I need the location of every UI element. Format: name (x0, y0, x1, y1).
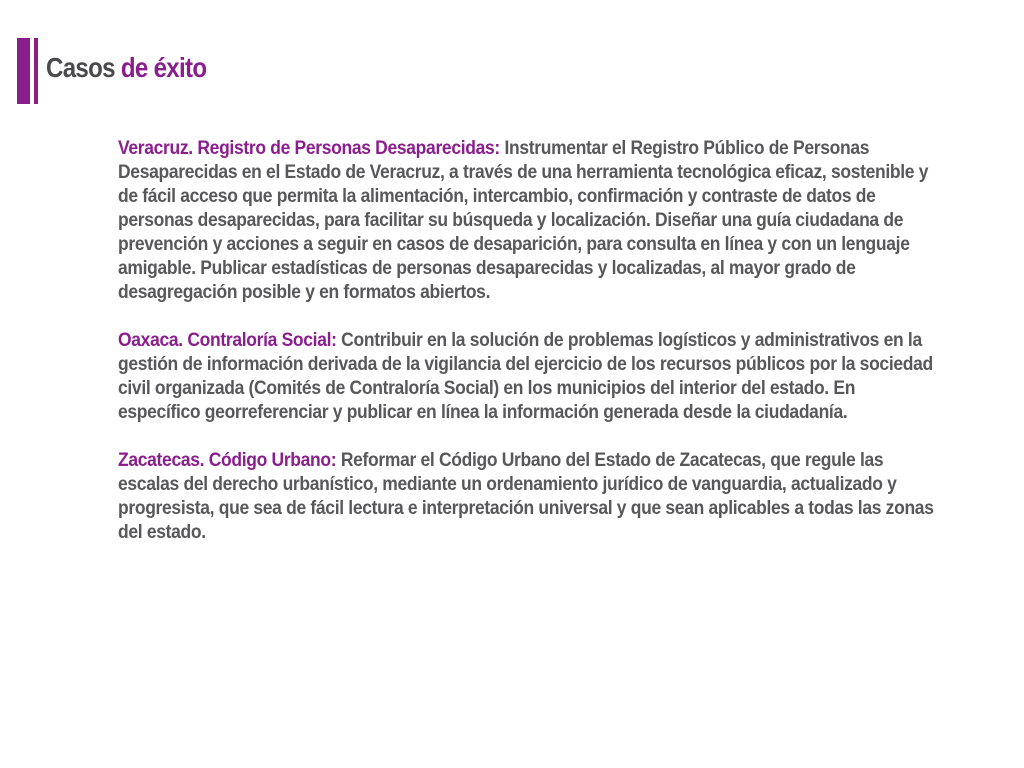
slide-title (46, 52, 206, 84)
case-lead: Veracruz. Registro de Personas Desaparecidas: (118, 138, 500, 159)
case-body: Reformar el Código Urbano del Estado de Zacatecas, que regule las escalas del derecho urbanístico, mediante un ordenamiento jurídico de vanguardia, actualizado y progresista, que sea de fácil lectura e interpretación universal y que sean aplicables a todas las zonas del estado. (118, 450, 934, 543)
case-zacatecas (118, 449, 937, 545)
title-accent-bars (17, 38, 38, 104)
case-lead: Zacatecas. Código Urbano: (118, 450, 337, 471)
accent-bar-thin (34, 38, 38, 104)
case-lead: Oaxaca. Contraloría Social: (118, 330, 337, 351)
accent-bar-thick (17, 38, 30, 104)
case-veracruz (118, 137, 937, 305)
case-body: Instrumentar el Registro Público de Personas Desaparecidas en el Estado de Veracruz, a través de una herramienta tecnológica eficaz, sostenible y de fácil acceso que permita la alimentación, intercambio, confirmación y contraste de datos de personas desaparecidas, para facilitar su búsqueda y localización. Diseñar una guía ciudadana de prevención y acciones a seguir en casos de desaparición, para consulta en línea y con un lenguaje amigable. Publicar estadísticas de personas desaparecidas y localizadas, al mayor grado de desagregación posible y en formatos abiertos. (118, 138, 929, 303)
slide-title-part1: Casos (46, 52, 115, 83)
case-body: Contribuir en la solución de problemas logísticos y administrativos en la gestión de información derivada de la vigilancia del ejercicio de los recursos públicos por la sociedad civil organizada (Comités de Contraloría Social) en los municipios del interior del estado. En específico georreferenciar y publicar en línea la información generada desde la ciudadanía. (118, 330, 933, 423)
case-oaxaca (118, 329, 937, 425)
slide-title-part2: de éxito (120, 52, 207, 83)
cases-list (118, 137, 938, 569)
